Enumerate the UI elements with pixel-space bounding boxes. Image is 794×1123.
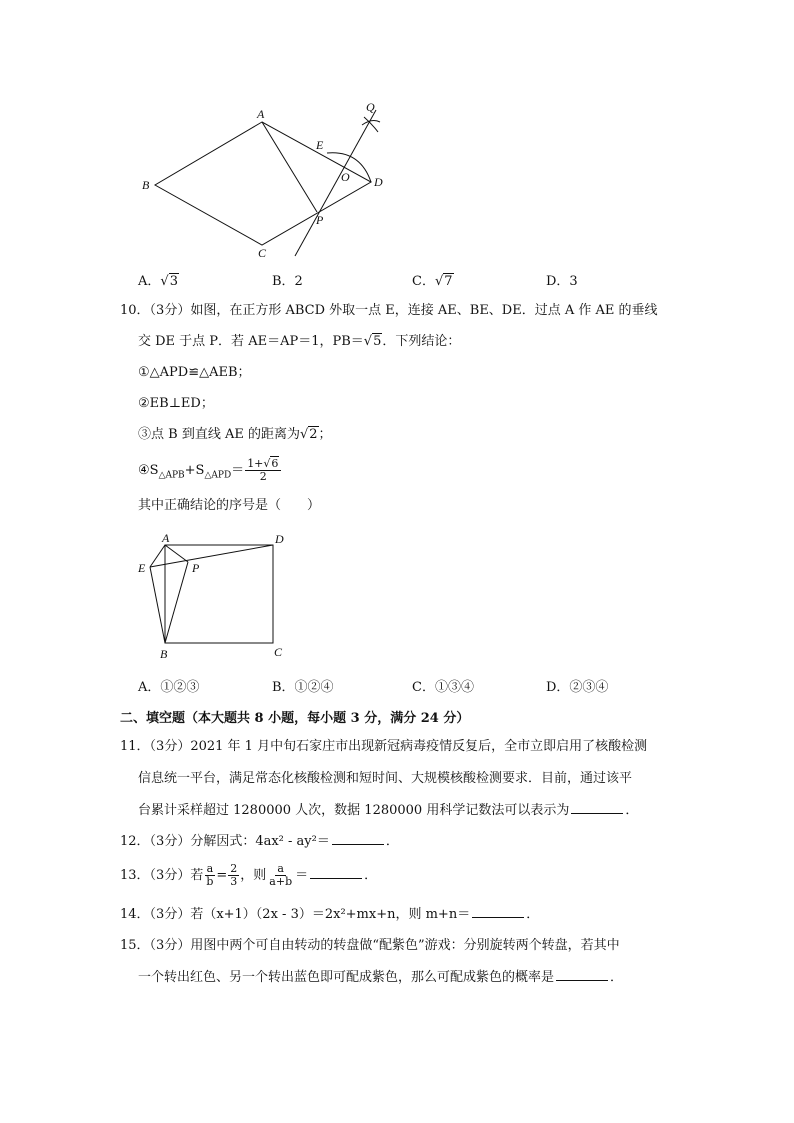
q15-line1: 15．（3分）用图中两个可自由转动的转盘做“配紫色”游戏：分别旋转两个转盘，若其中 bbox=[120, 938, 620, 953]
q10-option-b: B．①②④ bbox=[272, 680, 334, 695]
q13-fraction-2 bbox=[228, 863, 239, 888]
q10-statement-3-end: ； bbox=[318, 427, 332, 442]
q9-option-c-prefix: C． bbox=[412, 274, 435, 289]
q10-s4-s1: ④S bbox=[138, 463, 159, 478]
q10-s4-sub2: △APD bbox=[204, 470, 232, 481]
segment-ed bbox=[150, 545, 273, 567]
q10-s4-fraction: $\frac{1+√6}{2}$ bbox=[245, 458, 281, 483]
q14-end: ． bbox=[526, 907, 540, 922]
q10-statement-3: ③点 B 到直线 AE 的距离为√2； bbox=[138, 427, 332, 442]
square-abcd bbox=[165, 545, 273, 643]
q13-f3-num: a bbox=[277, 862, 284, 875]
q13-f1-num: a bbox=[206, 862, 214, 875]
q13-answer-blank[interactable] bbox=[310, 866, 362, 879]
q10-line1: 10．（3分）如图，在正方形 ABCD 外取一点 E，连接 AE、BE、DE．过点 A 作 AE 的垂线 bbox=[120, 303, 658, 318]
q12-text: 12．（3分）分解因式：4ax² - ay²＝ bbox=[120, 834, 330, 849]
q9-option-c-radicand: 7 bbox=[444, 274, 453, 289]
q11-line1: 11．（3分）2021 年 1 月中旬石家庄市出现新冠病毒疫情反复后，全市立即启用了核酸检测 bbox=[120, 739, 648, 754]
label-o: O bbox=[341, 170, 350, 184]
segment-ap bbox=[262, 122, 317, 212]
q12-answer-blank[interactable] bbox=[332, 832, 384, 845]
segment-ap bbox=[165, 545, 188, 562]
q13-f1-den: b bbox=[206, 875, 214, 888]
q13-post: ＝ bbox=[295, 868, 309, 883]
q15-answer-blank[interactable] bbox=[556, 968, 608, 981]
rhombus-abcd bbox=[155, 122, 371, 245]
q10-statement-2: ②EB⊥ED； bbox=[138, 396, 214, 411]
q11-line3-text: 台累计采样超过 1280000 人次，数据 1280000 用科学记数法可以表示为 bbox=[138, 803, 570, 818]
q9-option-a-radicand: 3 bbox=[169, 274, 178, 289]
label-b: B bbox=[142, 178, 150, 192]
label2-a: A bbox=[162, 531, 170, 545]
q11-line3 bbox=[138, 801, 638, 820]
q13-f3-den: a+b bbox=[269, 875, 293, 888]
q10-s4-plus: +S bbox=[184, 463, 205, 478]
q14-answer-blank[interactable] bbox=[472, 905, 524, 918]
label-e: E bbox=[316, 138, 324, 152]
label2-e: E bbox=[138, 561, 146, 575]
q10-s4-eq: ＝ bbox=[231, 463, 245, 478]
q13-end: ． bbox=[364, 868, 378, 883]
q11-line2: 信息统一平台，满足常态化核酸检测和短时间、大规模核酸检测要求．目前，通过该平 bbox=[138, 771, 633, 786]
q11-answer-blank[interactable] bbox=[571, 801, 623, 814]
q13-f2-num: 2 bbox=[230, 862, 238, 875]
label2-c: C bbox=[274, 645, 283, 659]
figure-square bbox=[130, 528, 295, 663]
q15-line2 bbox=[138, 968, 623, 987]
q10-option-d: D．②③④ bbox=[546, 680, 609, 695]
q10-s4-num-radicand: 6 bbox=[271, 457, 279, 470]
q13 bbox=[120, 863, 377, 888]
segment-ae bbox=[150, 545, 165, 567]
q12-end: ． bbox=[385, 834, 399, 849]
q10-option-c: C．①③④ bbox=[412, 680, 474, 695]
q11-end: ． bbox=[625, 803, 639, 818]
q12 bbox=[120, 832, 399, 851]
label-c: C bbox=[258, 246, 267, 260]
q10-statement-1: ①△APD≌△AEB； bbox=[138, 365, 251, 380]
segment-eb bbox=[150, 567, 165, 643]
q10-line2-radicand: 5 bbox=[373, 334, 382, 349]
q14 bbox=[120, 905, 539, 924]
q9-option-b: B．2 bbox=[272, 274, 303, 289]
q9-option-a-prefix: A． bbox=[138, 274, 161, 289]
q10-statement-3-start: ③点 B 到直线 AE 的距离为 bbox=[138, 427, 300, 442]
q13-eq: = bbox=[216, 868, 228, 883]
q10-ask: 其中正确结论的序号是（ ） bbox=[138, 498, 321, 513]
q10-option-a: A．①②③ bbox=[138, 680, 200, 695]
q10-statement-3-radicand: 2 bbox=[309, 427, 318, 442]
section-title: 二、填空题（本大题共 8 小题，每小题 3 分，满分 24 分） bbox=[120, 711, 470, 726]
label2-d: D bbox=[275, 532, 284, 546]
q9-option-a: A．√3 bbox=[138, 274, 178, 289]
q13-pre: 13．（3分）若 bbox=[120, 868, 204, 883]
q10-s4-num-a: 1+ bbox=[247, 457, 264, 470]
q9-option-d: D．3 bbox=[546, 274, 578, 289]
segment-pb bbox=[165, 562, 188, 643]
q10-line2: 交 DE 于点 P．若 AE＝AP＝1，PB＝√5．下列结论： bbox=[138, 334, 461, 349]
line-pq bbox=[295, 110, 376, 256]
q10-statement-4 bbox=[138, 458, 282, 485]
label-p: P bbox=[316, 213, 324, 227]
label2-p: P bbox=[192, 561, 200, 575]
q13-mid: ，则 bbox=[240, 868, 267, 883]
figure-rhombus bbox=[130, 95, 400, 265]
q10-line2-start: 交 DE 于点 P．若 AE＝AP＝1，PB＝ bbox=[138, 334, 364, 349]
q10-s4-denominator: 2 bbox=[259, 470, 267, 483]
q14-text: 14．（3分）若（x+1）（2x - 3）＝2x²+mx+n，则 m+n＝ bbox=[120, 907, 471, 922]
q15-end: ． bbox=[610, 970, 624, 985]
label-d: D bbox=[374, 175, 383, 189]
label2-b: B bbox=[160, 647, 168, 661]
q10-line2-end: ．下列结论： bbox=[382, 334, 461, 349]
q13-f2-den: 3 bbox=[230, 875, 238, 888]
q9-option-c: C．√7 bbox=[412, 274, 453, 289]
q13-fraction-3 bbox=[267, 863, 294, 888]
q13-fraction-1 bbox=[204, 863, 215, 888]
label-a: A bbox=[257, 107, 265, 121]
q15-line2-text: 一个转出红色、另一个转出蓝色即可配成紫色，那么可配成紫色的概率是 bbox=[138, 970, 555, 985]
label-q: Q bbox=[366, 100, 375, 114]
q10-s4-sub1: △APB bbox=[158, 470, 185, 481]
